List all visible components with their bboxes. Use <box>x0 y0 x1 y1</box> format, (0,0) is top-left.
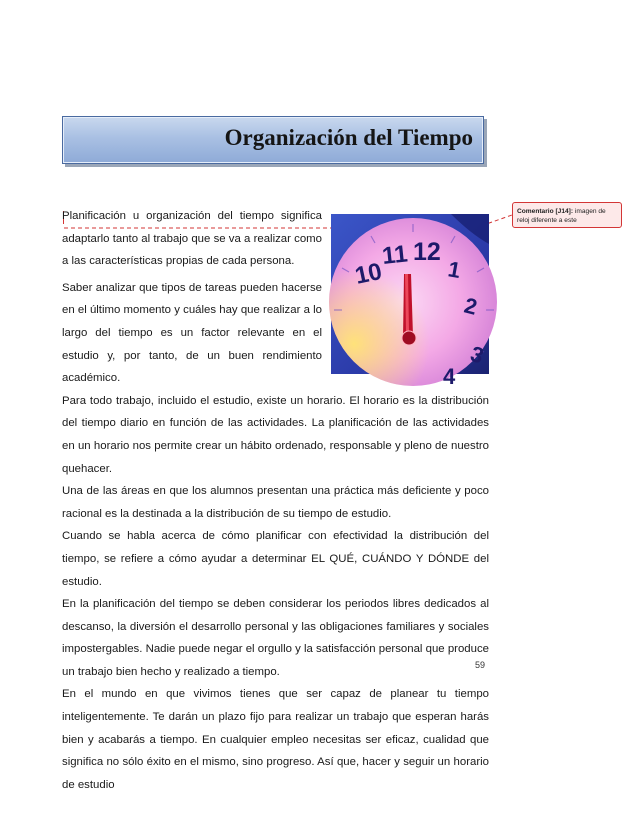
paragraph: Saber analizar que tipos de tareas pueden hacerse en el último momento y cuáles hay que realizar a lo largo del tiempo es un factor relevante en el estudio y, por tanto, de un buen rendimiento académico. <box>62 281 322 385</box>
comment-text: imagen de reloj diferente a este <box>517 208 606 224</box>
clock-numeral: 4 <box>443 364 456 389</box>
clock-image <box>331 214 489 389</box>
comment-balloon[interactable] <box>512 202 622 228</box>
comment-label: Comentario [J14]: <box>517 208 574 215</box>
paragraph: En el mundo en que vivimos tienes que ser capaz de planear tu tiempo inteligentemente. Te darán un plazo fijo para realizar un trabajo que esperan harás bien y acabarás a tiempo. En cualquier empleo necesitas ser eficaz, cualidad que significa no sólo éxito en el mismo, sino progreso. Así que, hacer y seguir un horario de estudio <box>62 688 489 791</box>
clock-numeral: 10 <box>352 257 385 290</box>
paragraph: En la planificación del tiempo se deben considerar los periodos libres dedicados al descanso, la diversión el desarrollo personal y las obligaciones familiares y sociales impostergables. Nadie puede negar el orgullo y la satisfacción personal que produce un trabajo bien hecho y realizado a tiempo. <box>62 598 489 678</box>
clock-numeral: 12 <box>413 238 441 266</box>
paragraph: Cuando se habla acerca de cómo planificar con efectividad la distribución del tiempo, se refiere a cómo ayudar a determinar EL QUÉ, CUÁNDO Y DÓNDE del estudio. <box>62 530 489 588</box>
paragraph: Para todo trabajo, incluido el estudio, existe un horario. El horario es la distribución del tiempo diario en función de las actividades. La planificación de las actividades en un horario nos permite crear un hábito ordenado, responsable y pleno de nuestro quehacer. <box>62 394 489 475</box>
clock-numeral: 1 <box>446 256 463 284</box>
paragraph: Una de las áreas en que los alumnos presentan una práctica más deficiente y poco racional es la destinada a la distribución de su tiempo de estudio. <box>62 485 489 520</box>
clock-numeral: 2 <box>461 292 480 320</box>
page-title: Organización del Tiempo <box>224 125 473 150</box>
paragraph: Planificación u organización del tiempo significa adaptarlo tanto al trabajo que se va a realizar como a las características propias de cada persona. <box>62 210 322 268</box>
body-text <box>62 205 489 796</box>
clock-numeral: 11 <box>380 240 409 270</box>
clock-numeral: 3 <box>467 340 487 369</box>
page-number: 59 <box>475 660 486 670</box>
